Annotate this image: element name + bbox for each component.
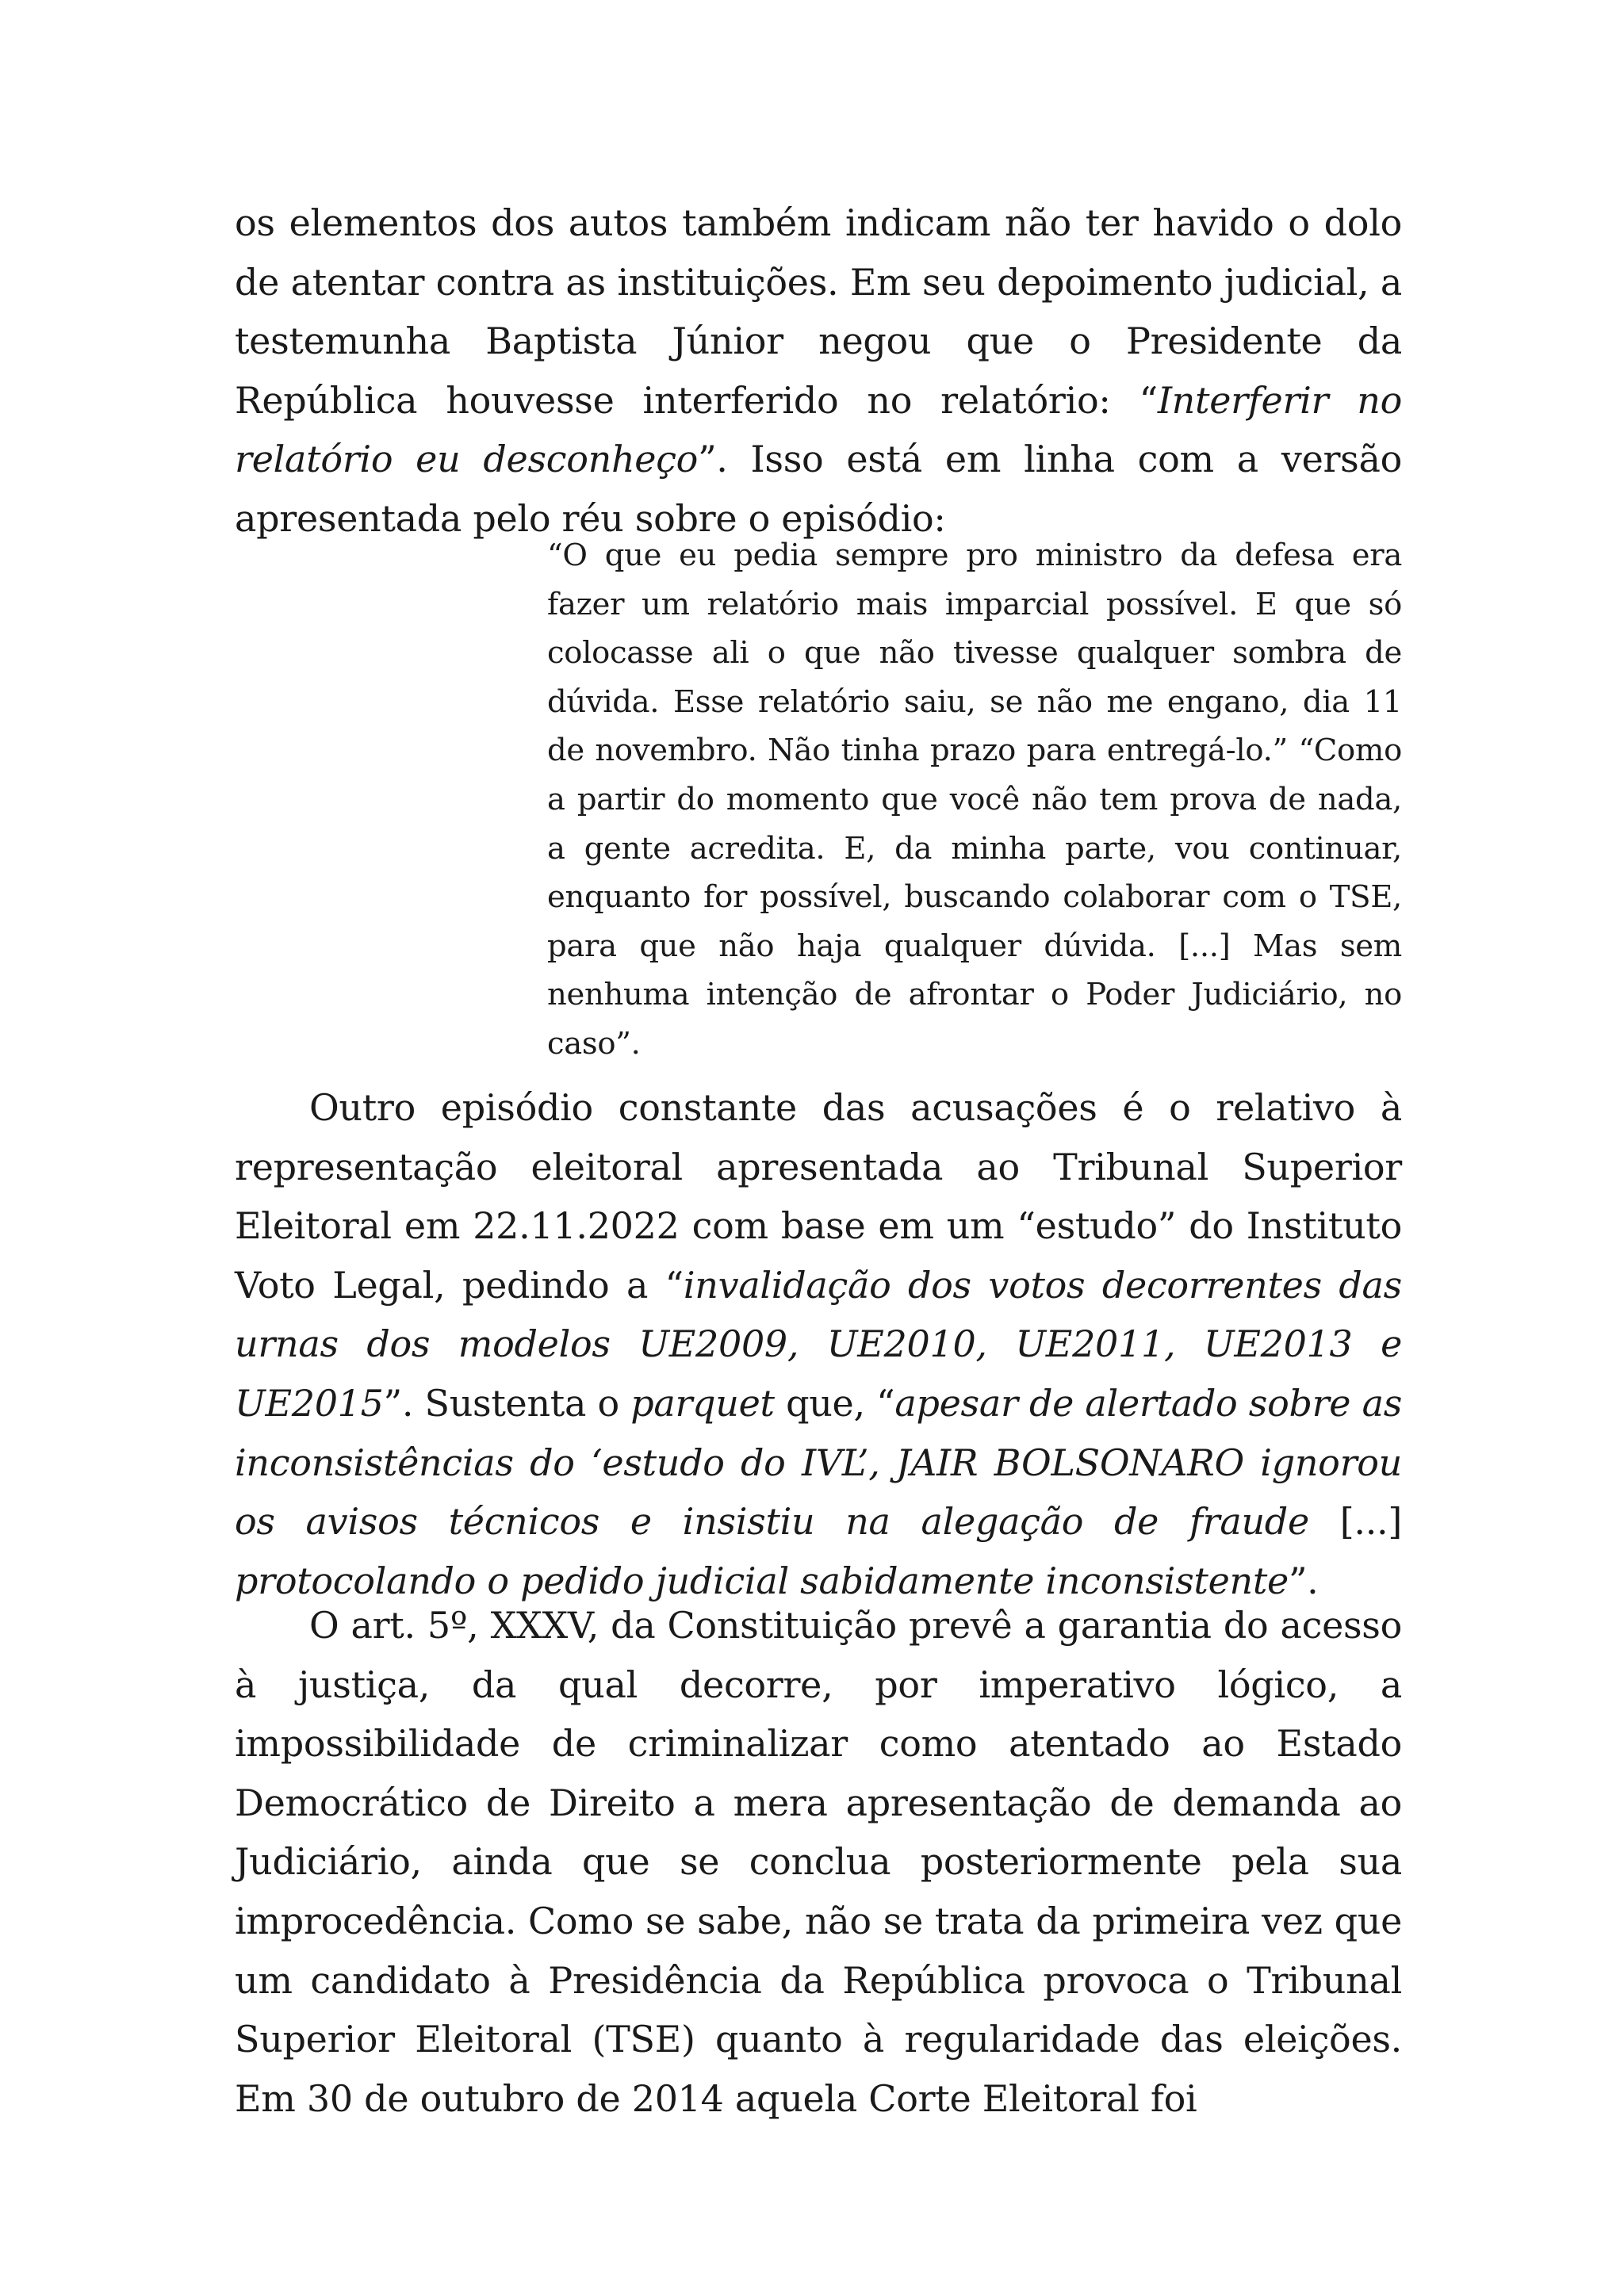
paragraph-2-italic-c: apesar de alertado sobre as inconsistências do ‘estudo do IVL’, JAIR BOLSONARO ignorou os avisos técnicos e insistiu na alegação de fraude bbox=[235, 1381, 1403, 1544]
paragraph-1 bbox=[235, 193, 1402, 549]
paragraph-2-italic-a: invalidação dos votos decorrentes das urnas dos modelos UE2009, UE2010, UE2011, UE2013 e UE2015 bbox=[235, 1263, 1402, 1425]
paragraph-3-text: O art. 5º, XXXV, da Constituição prevê a garantia do acesso à justiça, da qual decorre, por imperativo lógico, a impossibilidade de criminalizar como atentado ao Estado Democrático de Direito a mera apresentação de demanda ao Judiciário, ainda que se conclua posteriormente pela sua improcedência. Como se sabe, não se trata da primeira vez que um candidato à Presidência da República provoca o Tribunal Superior Eleitoral (TSE) quanto à regularidade das eleições. Em 30 de outubro de 2014 aquela Corte Eleitoral foi bbox=[235, 1604, 1402, 2120]
paragraph-2-text-a: Outro episódio constante das acusações é o relativo à representação eleitoral apresentada ao Tribunal Superior Eleitoral em 22.11.2022 com base em um “estudo” do Instituto Voto Legal, pedindo a “ bbox=[235, 1086, 1402, 1307]
paragraph-2-text-b: ”. Sustenta o bbox=[383, 1381, 631, 1425]
paragraph-2-italic-d: protocolando o pedido judicial sabidamente inconsistente bbox=[235, 1559, 1289, 1602]
paragraph-2-text-d: [...] bbox=[1308, 1500, 1402, 1544]
paragraph-1-text-b: ”. Isso está em linha com a versão apresentada pelo réu sobre o episódio: bbox=[235, 438, 1403, 540]
paragraph-3 bbox=[235, 1596, 1402, 2128]
paragraph-2-italic-parquet: parquet bbox=[630, 1381, 775, 1425]
paragraph-2 bbox=[235, 1078, 1402, 1610]
paragraph-1-text-a: os elementos dos autos também indicam não ter havido o dolo de atentar contra as instituições. Em seu depoimento judicial, a testemunha Baptista Júnior negou que o Presidente da República houvesse interferido no relatório: “ bbox=[235, 201, 1402, 422]
block-quote bbox=[547, 531, 1402, 1069]
paragraph-1-italic-quote: Interferir no relatório eu desconheço bbox=[235, 378, 1402, 481]
paragraph-2-text-c: que, “ bbox=[774, 1381, 895, 1425]
paragraph-2-text-e: ”. bbox=[1288, 1559, 1319, 1602]
block-quote-text: “O que eu pedia sempre pro ministro da defesa era fazer um relatório mais imparcial possível. E que só colocasse ali o que não tivesse qualquer sombra de dúvida. Esse relatório saiu, se não me engano, dia 11 de novembro. Não tinha prazo para entregá-lo.” “Como a partir do momento que você não tem prova de nada, a gente acredita. E, da minha parte, vou continuar, enquanto for possível, buscando colaborar com o TSE, para que não haja qualquer dúvida. [...] Mas sem nenhuma intenção de afrontar o Poder Judiciário, no caso”. bbox=[547, 538, 1402, 1062]
